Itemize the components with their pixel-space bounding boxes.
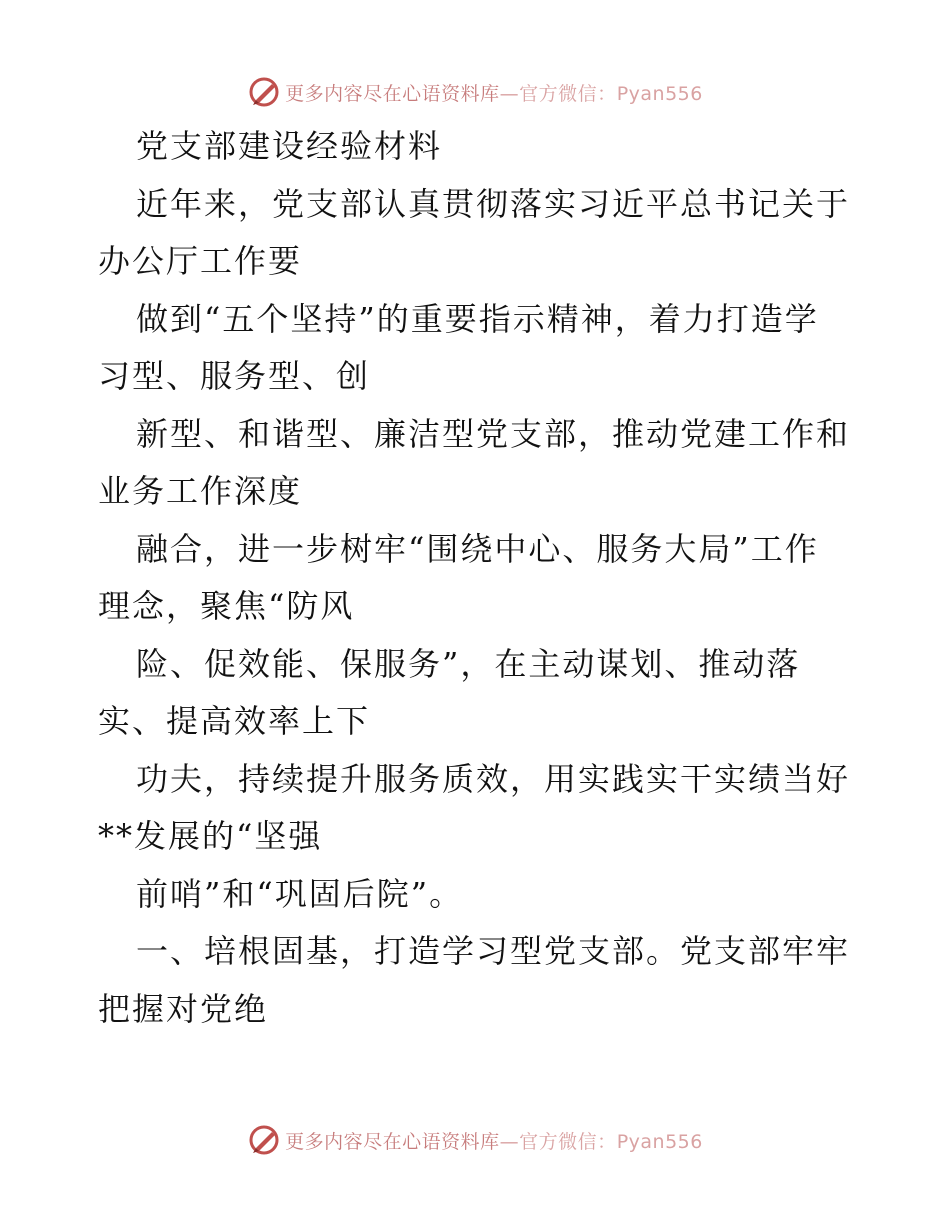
pen-logo-icon (247, 1123, 281, 1157)
paragraph-line: 理念，聚焦“防风 (98, 587, 355, 625)
paragraph-line: 办公厅工作要 (98, 242, 303, 280)
header-watermark (0, 72, 950, 112)
document-body (98, 118, 858, 1038)
paragraph-line: **发展的“坚强 (98, 817, 323, 855)
watermark-wechat-id: Pyan556 (616, 82, 703, 105)
watermark-text (285, 1127, 703, 1154)
watermark-wechat-id: Pyan556 (616, 1130, 703, 1153)
paragraph-line: 险、促效能、保服务”，在主动谋划、推动落 (136, 644, 801, 683)
paragraph-line: 前哨”和“巩固后院”。 (136, 874, 464, 913)
watermark-site: 更多内容尽在心语资料库 (285, 82, 500, 105)
paragraph-line: 习型、服务型、创 (98, 357, 371, 395)
watermark-separator: — (499, 1130, 520, 1153)
pen-logo-icon (247, 75, 281, 109)
footer-watermark (0, 1120, 950, 1160)
section-heading-line: 一、培根固基，打造学习型党支部。党支部牢牢 (136, 932, 851, 970)
watermark-site: 更多内容尽在心语资料库 (285, 1130, 500, 1153)
paragraph-line: 近年来，党支部认真贯彻落实习近平总书记关于 (136, 184, 851, 223)
paragraph-line: 功夫，持续提升服务质效，用实践实干实绩当好 (136, 759, 851, 798)
paragraph-line: 新型、和谐型、廉洁型党支部，推动党建工作和 (136, 414, 851, 453)
paragraph-line: 实、提高效率上下 (98, 702, 371, 740)
paragraph-line: 把握对党绝 (98, 989, 269, 1028)
watermark-official: 官方微信： (519, 1130, 617, 1153)
watermark-text (285, 79, 703, 106)
paragraph-line: 融合，进一步树牢“围绕中心、服务大局”工作 (136, 529, 819, 568)
watermark-separator: — (499, 82, 520, 105)
paragraph-line: 做到“五个坚持”的重要指示精神，着力打造学 (136, 299, 819, 338)
document-title: 党支部建设经验材料 (136, 127, 443, 165)
paragraph-line: 业务工作深度 (98, 472, 303, 510)
watermark-official: 官方微信： (519, 82, 617, 105)
